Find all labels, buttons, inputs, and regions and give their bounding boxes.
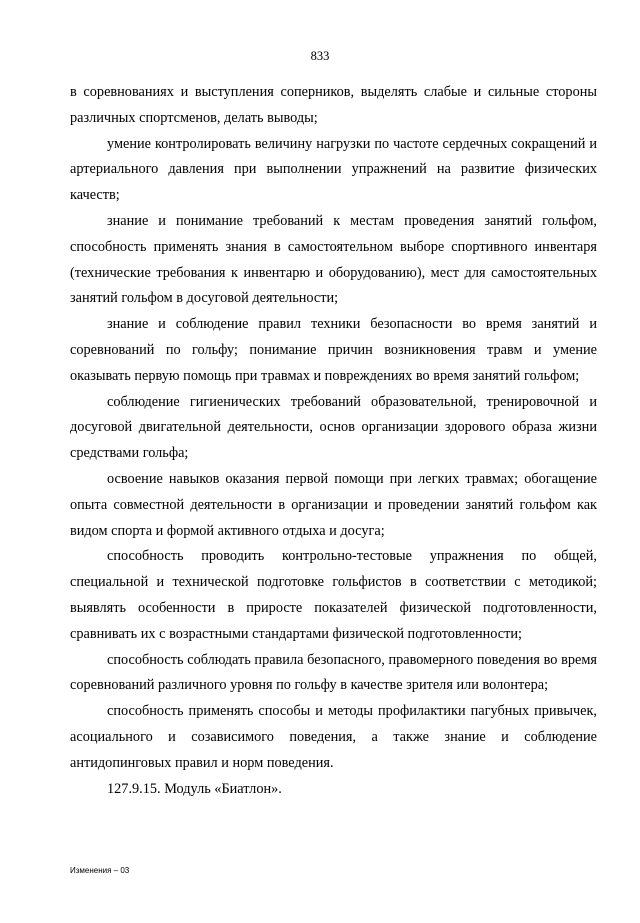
paragraph-safety: знание и соблюдение правил техники безопасности во время занятий и соревнований по гольфу; понимание причин возникновения травм и умение оказывать первую помощь при травмах и повреждениях во время занятий гольфом;: [70, 316, 597, 384]
paragraph-hygiene: соблюдение гигиенических требований образовательной, тренировочной и досуговой двигательной деятельности, основ организации здорового образа жизни средствами гольфа;: [70, 393, 597, 462]
page-number: 833: [310, 49, 330, 63]
paragraph-first-aid: освоение навыков оказания первой помощи при легких травмах; обогащение опыта совместной деятельности в организации и проведении занятий гольфом как видом спорта и формой активного отдыха и досуга;: [70, 470, 597, 539]
paragraph-tests: способность проводить контрольно-тестовые упражнения по общей, специальной и технической подготовке гольфистов в соответствии с методикой; выявлять особенности в приросте показателей физической подготовленности, сравнивать их с возрастными стандартами физической подготовленности;: [70, 548, 597, 642]
paragraph-heart-rate: умение контролировать величину нагрузки по частоте сердечных сокращений и артериального давления при выполнении упражнений на развитие физических качеств;: [70, 135, 597, 204]
paragraph-golf-places: знание и понимание требований к местам проведения занятий гольфом, способность применять знания в самостоятельном выборе спортивного инвентаря (технические требования к инвентарю и оборудованию), мест для самостоятельных занятий гольфом в досуговой деятельности;: [70, 212, 597, 307]
paragraph-continued: в соревнованиях и выступления соперников, выделять слабые и сильные стороны различных спортсменов, делать выводы;: [70, 84, 597, 126]
footer-revision: Изменения – 03: [70, 866, 130, 875]
section-heading: 127.9.15. Модуль «Биатлон».: [107, 780, 282, 797]
paragraph-behavior: способность соблюдать правила безопасного, правомерного поведения во время соревнований различного уровня по гольфу в качестве зрителя или волонтера;: [70, 651, 597, 694]
document-body: [70, 80, 597, 802]
paragraph-prevention: способность применять способы и методы профилактики пагубных привычек, асоциального и созависимого поведения, а также знание и соблюдение антидопинговых правил и норм поведения.: [70, 703, 597, 771]
